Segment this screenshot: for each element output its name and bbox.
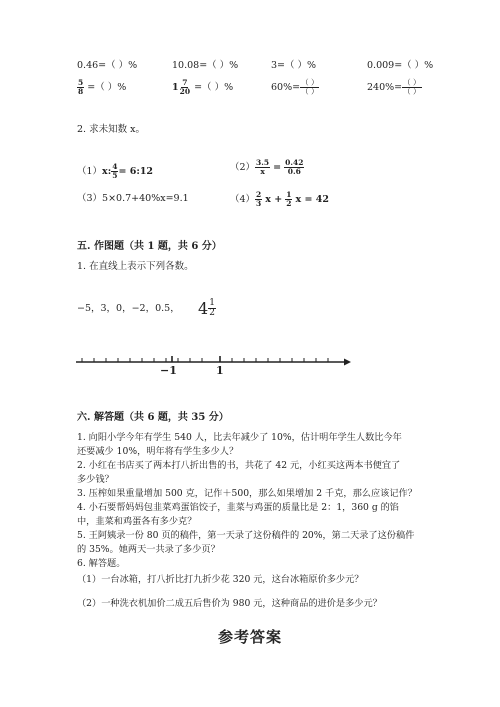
equation-1: （1）x: $\frac{4}{5}$ = 6:12 [77, 162, 154, 180]
sub-question-2: （2）一种洗衣机加价二成五后售价为 980 元，这种商品的进价是多少元？ [77, 598, 382, 609]
problem-line: 还要减少 10%，明年将有学生多少人？ [77, 446, 239, 457]
fraction: $\frac{4}{5}$ [112, 162, 118, 180]
problem-line: 5. 王阿姨录一份 80 页的稿件，第一天录了这份稿件的 20%，第二天录了这份稿件 [77, 530, 415, 541]
conversion-7: 60%= $\frac{( )}{( )}$ [271, 78, 319, 96]
problem-line: 的 35%。她两天一共录了多少页？ [77, 544, 220, 555]
mixed-number: 4 $\frac{1}{2}$ [198, 298, 215, 318]
number-line [70, 353, 360, 383]
problem-line: 中，韭菜和鸡蛋各有多少克？ [77, 516, 197, 527]
problem-list [77, 431, 437, 571]
problem-line: 6. 解答题。 [77, 558, 126, 569]
problem-line: 4. 小石要帮妈妈包韭菜鸡蛋馅饺子，韭菜与鸡蛋的质量比是 2：1，360 g 的馅 [77, 502, 399, 513]
axis-label-pos: 1 [216, 364, 224, 377]
conversion-1: 0.46=（ ）% [77, 60, 138, 71]
conversion-5: $\frac{5}{8}$ =（ ）% [78, 78, 127, 96]
problem-line: 3. 压榨如果重量增加 500 克，记作＋500，那么如果增加 2 千克，那么应该记作？ [77, 488, 417, 499]
section-2-title: 2. 求未知数 x。 [77, 124, 145, 135]
answer-title: 参考答案 [217, 628, 282, 646]
problem-line: 2. 小红在书店买了两本打八折出售的书，共花了 42 元，小红买这两本书便宜了 [77, 460, 401, 471]
fraction: $\frac{7}{20}$ [179, 78, 191, 96]
sub-question-1: （1）一台冰箱，打八折比打九折少花 320 元，这台冰箱原价多少元？ [77, 574, 364, 585]
fraction: $\frac{( )}{( )}$ [403, 78, 421, 96]
fraction: $\frac{5}{8}$ [78, 78, 84, 96]
conversion-6: 1 $\frac{7}{20}$ =（ ）% [172, 78, 234, 96]
axis-label-neg: −1 [160, 364, 177, 377]
section-5-heading: 五. 作图题（共 1 题，共 6 分） [77, 241, 222, 252]
number-list: −5，3，0，−2，0.5， [77, 303, 180, 314]
problem-line: 1. 向阳小学今年有学生 540 人，比去年减少了 10%，估计明年学生人数比今年 [77, 432, 402, 443]
equation-4: （4） $\frac{2}{3}$ x + $\frac{1}{2}$ x = 42 [230, 190, 329, 208]
fraction: $\frac{1}{2}$ [286, 190, 292, 208]
fraction: $\frac{( )}{( )}$ [301, 78, 319, 96]
conversion-3: 3=（ ）% [271, 60, 317, 71]
conversion-2: 10.08=（ ）% [172, 60, 239, 71]
fraction: $\frac{1}{2}$ [209, 298, 215, 318]
conversion-8: 240%= $\frac{( )}{( )}$ [367, 78, 421, 96]
equation-3: （3）5×0.7+40%x=9.1 [77, 193, 189, 204]
equation-2: （2） $\frac{3.5}{x}$ = $\frac{0.42}{0.6}$ [230, 158, 304, 176]
section-6-heading: 六. 解答题（共 6 题，共 35 分） [77, 412, 229, 423]
fraction: $\frac{0.42}{0.6}$ [285, 158, 304, 176]
fraction: $\frac{2}{3}$ [256, 190, 262, 208]
conversion-4: 0.009=（ ）% [367, 60, 434, 71]
problem-line: 多少钱？ [77, 474, 114, 485]
fraction: $\frac{3.5}{x}$ [256, 158, 270, 176]
section-5-question: 1. 在直线上表示下列各数。 [77, 261, 194, 272]
